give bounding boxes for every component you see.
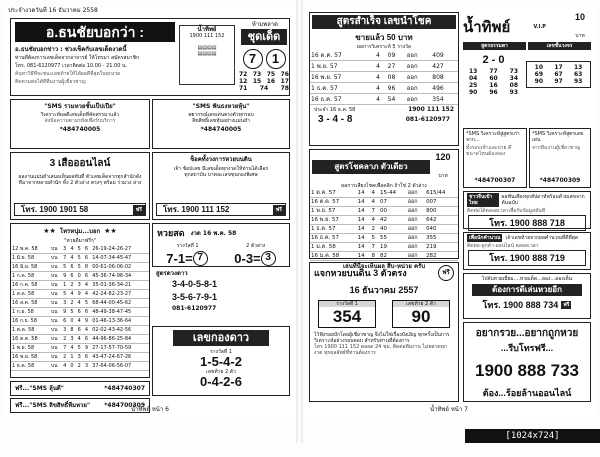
- table-cell: 14: [357, 243, 371, 252]
- table-cell: 3: [62, 299, 69, 308]
- grid-number: 69: [534, 70, 543, 78]
- grid-number: 63: [573, 70, 583, 78]
- table-cell: 6: [84, 335, 91, 344]
- table-cell: 007: [425, 198, 458, 207]
- brand-text: อ.ธนชัยบอกข่าว : ช่วงเช็คกับเลขเด็ดงวดนี้: [15, 46, 127, 53]
- grid-number: 17: [554, 63, 563, 71]
- table-cell: ออก: [407, 189, 425, 198]
- table-cell: 09: [387, 50, 406, 61]
- table-cell: 4: [375, 83, 387, 94]
- table-cell: 4: [69, 245, 76, 254]
- table-cell: 8: [371, 252, 379, 261]
- table-cell: บน: [50, 299, 62, 308]
- table-cell: 4: [371, 198, 379, 207]
- table-row: [11, 299, 149, 308]
- table-cell: บน: [50, 245, 62, 254]
- online-ad: 3 เสือออนไลน์ ผลงานแม่นยำเสมอเห็นผลทันที่ ตัวเลขเด็ดจากทุกสำนักดัง ที่มาจากหลายสำนัก ทั้ง 2 ตัวล่าง ตรงๆ พร้อม ร่วมวง ล่าง โทร. 1900 1901 58 ฟรี: [10, 152, 150, 220]
- table-cell: 16 ก.ย. 58: [11, 317, 50, 326]
- num-grid: 72 73 75 76 12 15 16 17 71 74 78: [239, 71, 289, 92]
- big-phone: 1900 888 733: [475, 361, 579, 380]
- table-cell: 1 ธ.ค. 57: [310, 83, 375, 94]
- table-cell: 37-64-06-56-07: [91, 362, 149, 371]
- table-cell: 9: [62, 272, 69, 281]
- table-cell: 4: [84, 326, 91, 335]
- table-cell: 14-07-34-45-47: [91, 254, 149, 263]
- table-cell: 44-96-86-25-84: [91, 335, 149, 344]
- share-phone-row: โทร. 1900 111 152 ฟรี: [156, 203, 286, 216]
- table-cell: 5: [69, 308, 76, 317]
- grid-number: 04: [468, 75, 478, 82]
- lotto-box: แจกหวยบนดิน 3 ตัวตรง ฟรี 16 ธันวาคม 2557 รางวัลที่ 1 354 เลขท้าย 2 ตัว 90 ไว้ฟังรอยปักโดยผู้เชี่ยวชาญ จึงไม่ใช่เรื่องบังเอิญ ทุกครั้งเป็นการวิเคราะห์อย่างรอบคอบ สำหรับท่านที่ต้องการ โทร 1900 111 152 ตลอด 24 ชม. ติดต่อทีมงาน ไม่พลาดทุกงวด ทุกผลลัพธ์ที่ท่านต้องการ: [309, 262, 459, 402]
- mini-ad: น้ำทิพย์ 1900 111 152 ▤▤▤▤ ▤▤▤▤: [179, 25, 235, 85]
- table-cell: 6: [84, 254, 91, 263]
- table-cell: ออก: [407, 207, 425, 216]
- grid-number: 97: [554, 77, 563, 85]
- table-cell: ออก: [407, 216, 425, 225]
- tag-small: ห้ามพลาด: [251, 21, 279, 28]
- grid-row: [463, 82, 524, 89]
- table-cell: 40: [379, 225, 407, 234]
- table-cell: ออก: [406, 61, 431, 72]
- table-cell: 35-01-36-34-21: [91, 281, 149, 290]
- left-header: [4, 6, 296, 16]
- table-cell: 4: [69, 254, 76, 263]
- table-row: [11, 353, 149, 362]
- vip-grid-2: [529, 64, 588, 85]
- table-row: [310, 252, 458, 261]
- table-cell: 615/44: [425, 189, 458, 198]
- table-row: [310, 198, 458, 207]
- table-row: [310, 225, 458, 234]
- table-cell: ออก: [407, 225, 425, 234]
- table-cell: 14: [357, 234, 371, 243]
- right-page: [303, 6, 595, 418]
- grid-number: 77: [489, 68, 498, 75]
- table-cell: 16 พ.ย. 58: [11, 353, 50, 362]
- table-cell: 800: [425, 207, 458, 216]
- table-row: [310, 83, 458, 94]
- table-cell: 219: [425, 243, 458, 252]
- table-cell: 8: [69, 326, 76, 335]
- table-cell: 0: [69, 317, 76, 326]
- table-row: [310, 189, 458, 198]
- table-row: [11, 290, 149, 299]
- table-row: [11, 317, 149, 326]
- table-cell: 496: [431, 83, 458, 94]
- table-cell: 16 ต.ค. 58: [11, 335, 50, 344]
- grid-number: 90: [468, 89, 478, 96]
- circle-numbers: 7 1: [241, 49, 287, 69]
- grid-number: 93: [573, 77, 583, 85]
- table-cell: 7: [371, 243, 379, 252]
- grid-row: [529, 64, 588, 71]
- table-cell: บน: [50, 362, 62, 371]
- star-banner-box: เลขกองดาว รางวัลที่ 1 1-5-4-2 เลขท้าย 2 ตัว 0-4-2-6: [152, 326, 290, 396]
- table-cell: 27-17-57-70-59: [91, 344, 149, 353]
- table-cell: 3: [69, 335, 76, 344]
- table-cell: 1 พ.ย. 57: [310, 207, 357, 216]
- table-cell: 16 ก.ค. 58: [11, 281, 50, 290]
- trio-title: ★★ โทรหนุ่ม...บอก ★★: [43, 227, 117, 235]
- table-cell: 5: [77, 263, 84, 272]
- table-cell: 4: [375, 72, 387, 83]
- sms-right: *SMS วิเคราะห์สูตรเลขเด่น จากทีมงานผู้เชี่ยวชาญ *484700309: [529, 128, 591, 188]
- table-cell: 45-36-74-96-34: [91, 272, 149, 281]
- table-row: [310, 94, 458, 105]
- table-cell: บน: [50, 353, 62, 362]
- table-cell: บน: [50, 254, 62, 263]
- grid-row: [463, 75, 524, 82]
- table-cell: 9: [84, 344, 91, 353]
- table-cell: 9: [77, 290, 84, 299]
- table-cell: 2: [62, 335, 69, 344]
- table-cell: 1 ก.ย. 58: [11, 308, 50, 317]
- formula-table: [310, 50, 458, 105]
- table-cell: 14: [357, 198, 371, 207]
- table-cell: 1 ธ.ค. 58: [11, 362, 50, 371]
- tip-box: หวยสด งวด 16 พ.ค. 58 รางวัลที่ 1 2 ตัวล่าง 7-1 = 7 0-3 = 3: [152, 223, 290, 267]
- table-cell: 5: [371, 234, 379, 243]
- small-ad-1: ฟรี..."SMS ลุ้นดี" *484740307: [10, 381, 150, 396]
- grid-row: [529, 78, 588, 85]
- table-cell: 00-61-06-06-02: [91, 263, 149, 272]
- grid-row: [529, 71, 588, 78]
- table-cell: 6: [84, 308, 91, 317]
- online-banner: 3 เสือออนไลน์: [49, 158, 111, 169]
- grid-number: 96: [489, 89, 498, 96]
- table-cell: 3: [77, 353, 84, 362]
- table-cell: 3: [62, 326, 69, 335]
- table-cell: 5: [84, 299, 91, 308]
- logo: น้ำทิพย์: [463, 18, 511, 36]
- table-cell: 2: [77, 362, 84, 371]
- table-cell: 96: [387, 83, 406, 94]
- table-cell: 808: [431, 72, 458, 83]
- table-cell: 14: [357, 189, 371, 198]
- ad-calc: เพื่อนักคำนวณ เจ้าเลขท้ายจากผลคำนวณที่ดีที่สุด ติดต่อ-ลูกค้า-ออนไลน์ ตลอดเวลา โทร. 1900 888 719: [463, 232, 591, 270]
- table-cell: 19: [379, 243, 407, 252]
- table-cell: 5: [77, 254, 84, 263]
- grid-number: 25: [468, 82, 478, 89]
- table-cell: 7: [62, 254, 69, 263]
- table-cell: 7: [62, 344, 69, 353]
- table-cell: 55: [379, 234, 407, 243]
- table-cell: ออก: [407, 252, 425, 261]
- grid-number: 67: [554, 70, 563, 78]
- table-cell: บน: [50, 308, 62, 317]
- table-cell: 1 ต.ค. 58: [11, 326, 50, 335]
- table-cell: 6: [84, 245, 91, 254]
- table-cell: 355: [425, 234, 458, 243]
- table-cell: 354: [431, 94, 458, 105]
- table-cell: 01-46-13-36-64: [91, 317, 149, 326]
- table-row: [11, 281, 149, 290]
- table-row: [310, 72, 458, 83]
- table-cell: 5: [77, 344, 84, 353]
- table-cell: 2: [371, 225, 379, 234]
- grid-number: 16: [489, 82, 498, 89]
- table-cell: 4: [371, 216, 379, 225]
- table-cell: 42-24-82-23-27: [91, 290, 149, 299]
- table-row: [11, 326, 149, 335]
- table-cell: 4: [375, 50, 387, 61]
- table-cell: 4: [375, 94, 387, 105]
- table-cell: 4: [84, 281, 91, 290]
- table-row: [11, 308, 149, 317]
- table-cell: 9: [62, 308, 69, 317]
- table-row: [310, 243, 458, 252]
- table-cell: 409: [431, 50, 458, 61]
- table-cell: 3: [62, 245, 69, 254]
- table-cell: บน: [50, 281, 62, 290]
- table-cell: 5: [77, 245, 84, 254]
- table-row: [310, 207, 458, 216]
- grid-number: 13: [573, 63, 583, 71]
- table-row: [310, 216, 458, 225]
- tag-big: ชุดเด็ด: [241, 29, 287, 45]
- table-cell: บน: [50, 335, 62, 344]
- table-cell: 42: [379, 216, 407, 225]
- online-phone-row: โทร. 1900 1901 58 ฟรี: [14, 203, 146, 216]
- left-page: [4, 6, 296, 418]
- table-cell: 8: [84, 263, 91, 272]
- table-cell: 282: [425, 252, 458, 261]
- table-cell: 68-44-00-45-62: [91, 299, 149, 308]
- table-cell: 27: [387, 61, 406, 72]
- table-cell: 4: [84, 290, 91, 299]
- vip-box: น้ำทิพย์ V.I.P 10 บาท สูตรธรรมดา เลขชั้นวงจร 2 - 0 13 77 73 04 60 34 25 16 08 90 96 93 10 17 13 69 67 63 90 97 93: [463, 12, 591, 146]
- table-cell: 642: [425, 216, 458, 225]
- table-cell: 1 ม.ค. 58: [310, 243, 357, 252]
- brand-box: อ.ธนชัยบอกว่า : อ.ธนชัยบอกข่าว : ช่วงเช็คกับเลขเด็ดงวดนี้ ท่านที่ต้องการเลขเด็ดจากอาจารย์ ให้โทรมา สมัครสมาชิก โทร. 081-6120977 เวลาติดต่อ 10.00 - 21.00 น. ค้นหาวิธีที่จะชนะเลขท้ายให้ได้ผลดีที่สุดในทุกงวด ติดตามต่อได้ที่ทีมงานผู้เชี่ยวชาญ ห้ามพลาด ชุดเด็ด น้ำทิพย์ 1900 111 152 ▤▤▤▤ ▤▤▤▤ 7 1 72 73 75 76 12 15 16 17 71 74 78: [10, 18, 290, 96]
- table-cell: 16 พ.ย. 57: [310, 72, 375, 83]
- table-cell: 26-19-24-26-27: [91, 245, 149, 254]
- table-cell: 15-44: [379, 189, 407, 198]
- star-formula: สูตรดวงดาว 3-4-0-5-8-1 3-5-6-7-9-1 081-6120977: [156, 270, 218, 312]
- table-cell: บน: [50, 272, 62, 281]
- ad-chinese: ชาวจีนเข้าไทย ผลฟันเสียงทุกสัปดาห์พร้อมด้วยเลขจากต้นฉบับ ติดต่อได้ตลอดเวลาเพื่อรับข้อมูลทันที โทร. 1900 888 718: [463, 191, 591, 229]
- table-cell: 1 ส.ค. 58: [11, 290, 50, 299]
- vip-grid: [463, 68, 524, 96]
- table-cell: 54: [387, 94, 406, 105]
- table-cell: 6: [69, 272, 76, 281]
- table-cell: 040: [425, 225, 458, 234]
- table-cell: 16 ม.ค. 58: [310, 252, 357, 261]
- grid-number: 73: [509, 68, 518, 75]
- history-box: ★★ โทรหนุ่ม...บอก ★★ "หวยดีมาฟรีๆ" 12 พ.ค. 58 บน 3 4 5 6 26-19-24-26-27 1 มิ.ย. 58 บน 7 4 5 6 14-07-34-45-47 16 มิ.ย. 58 บน 5 6 5 8 00-61-06-06-02 1 ก.ค. 58 บน 9 6 0 6 45-36-74-96-34 16 ก.ค. 58 บน 1 2 3 4 35-01-36-34-21 1 ส.ค. 58 บน 5 4 9 4 42-24-82-23-27 16 ส.ค. 58 บน 3 2 4 5 68-44-00-45-62 1 ก.ย. 58 บน 9 5 6 6 48-49-38-47-45 16 ก.ย. 58 บน 6 0 4 9 01-46-13-36-64 1 ต.ค. 58 บน 3 8 6 4 02-02-43-42-56 16 ต.ค. 58 บน 2 3 4 6 44-96-86-25-84 1 พ.ย. 58 บน 7 4 5 9 27-17-57-70-59 16 พ.ย. 58 บน 2 1 3 6 43-47-24-67-26 1 ธ.ค. 58 บน 4 0 2 3 37-64-06-56-07: [10, 223, 150, 378]
- table-cell: 4: [77, 299, 84, 308]
- table-cell: 16 ธ.ค. 57: [310, 234, 357, 243]
- table-cell: 4: [62, 362, 69, 371]
- table-row: [310, 234, 458, 243]
- table-row: [11, 263, 149, 272]
- watermark: [1024x724] https://upic.me/: [465, 429, 600, 443]
- table-cell: ออก: [406, 83, 431, 94]
- table-cell: 1 มิ.ย. 58: [11, 254, 50, 263]
- table-row: [11, 245, 149, 254]
- table-cell: บน: [50, 344, 62, 353]
- big-phone-ad: อยากรวย...อยากถูกหวย ...รีบโทรฟรี... 1900 888 733 ต้อง...ร้อยล้านออนไลน์: [463, 322, 591, 402]
- table-cell: 16 พ.ย. 57: [310, 216, 357, 225]
- luck-box: สูตรโชคลาภ ตัวเดียว 120 บาท ผลการเสี่ยงโชคเพื่อคลิก ถ้าใช่ 2 ตัวล่าง 1 ต.ค. 57 14 4 15-44 ออก 615/44 16 ต.ค. 57 14 4 07 ออก 007 1 พ.ย. 57 14 7 00 ออก 800 16 พ.ย. 57 14 4 42 ออก 642 1 ธ.ค. 57 14 2 40 ออก 040 16 ธ.ค. 57 14 5 55 ออก 355 1 ม.ค. 58 14 7 19 ออก 219 16 ม.ค. 58 14 8 82 ออก 282 เล่นที่นี่จะเห็นผล สืบ-หน่วย ครับ: [309, 149, 459, 259]
- sms-ad-2: "SMS ฟันธงหวยหุ้น" พยากรณ์เลขเด่นตรงตัวทุกรอบ ลิขสิทธิ์เลขหุ้นอย่างแม่นยำ *484740005: [152, 99, 290, 149]
- grid-number: 60: [489, 75, 498, 82]
- small-ad-2: ฟรี..."SMS ลิขสิทธิ์ทีมหวย" *484700309: [10, 398, 150, 413]
- table-cell: ออก: [407, 243, 425, 252]
- table-cell: 1 ก.ค. 58: [11, 272, 50, 281]
- table-cell: 4: [77, 317, 84, 326]
- table-cell: 9: [84, 317, 91, 326]
- formula-box: สูตรสำเร็จ เลขนำโชค ขายแล้ว 50 บาท ผลการวิเคราะห์ 5 รางวัล 16 ต.ค. 57 4 09 ออก 409 1 พ.ย. 57 4 27 ออก 427 16 พ.ย. 57 4 08 ออก 808 1 ธ.ค. 57 4 96 ออก 496 16 ธ.ค. 57 4 54 ออก 354 ประจำ 16 ธ.ค. 58 1900 111 152 3 - 4 - 8 081-6120977: [309, 12, 459, 146]
- table-cell: 0: [77, 272, 84, 281]
- table-cell: 14: [357, 252, 371, 261]
- table-cell: 3: [84, 362, 91, 371]
- grid-row: [463, 89, 524, 96]
- table-cell: 14: [357, 216, 371, 225]
- table-cell: 4: [375, 61, 387, 72]
- table-cell: 5: [62, 290, 69, 299]
- table-cell: 00: [379, 207, 407, 216]
- sms-ad-1: "SMS รวมหวยชั้นเป๊ปเปีย" วิเคราะห์ผลดีเลขเด็ดที่คัดสรรมาแล้ว ส่งข้อความตามรหัสเพื่อรับบริการ *484740005: [10, 99, 150, 149]
- table-cell: 07: [379, 198, 407, 207]
- table-cell: 02-02-43-42-56: [91, 326, 149, 335]
- grid-number: 08: [509, 82, 518, 89]
- table-cell: บน: [50, 290, 62, 299]
- page-gutter: [296, 0, 303, 443]
- table-cell: 4: [69, 290, 76, 299]
- ad-play: ไปจับหวยเยี่ยม....หวยเด็ด...ลอง...ลองเห็น ต้องการดีเล่นหวยอีก โทร. 1900 888 734 ฟรี: [463, 273, 591, 319]
- grid-number: 93: [509, 89, 518, 96]
- table-cell: 6: [84, 272, 91, 281]
- table-cell: 1 พ.ย. 58: [11, 344, 50, 353]
- sms-left: *SMS วิเคราะห์สู่สูตรเก่าจาก... ทั้งรอบเช้าและบ่าย ดีขนาดไหนต้องลอง *484700307: [463, 128, 527, 188]
- table-cell: 2: [62, 353, 69, 362]
- table-cell: บน: [50, 326, 62, 335]
- table-cell: 14: [357, 207, 371, 216]
- table-row: [310, 61, 458, 72]
- table-cell: 1: [69, 353, 76, 362]
- grid-row: [463, 68, 524, 75]
- table-cell: 5: [62, 263, 69, 272]
- table-cell: 2: [69, 281, 76, 290]
- luck-table: [310, 189, 458, 261]
- table-cell: 16 ธ.ค. 57: [310, 94, 375, 105]
- table-cell: 1 พ.ย. 57: [310, 61, 375, 72]
- table-cell: 16 ต.ค. 57: [310, 50, 375, 61]
- history-table: [11, 245, 149, 371]
- table-cell: 16 ต.ค. 57: [310, 198, 357, 207]
- table-cell: 0: [69, 362, 76, 371]
- table-cell: ออก: [406, 72, 431, 83]
- table-cell: ออก: [407, 234, 425, 243]
- table-cell: 7: [371, 207, 379, 216]
- table-cell: ออก: [406, 50, 431, 61]
- grid-number: 90: [534, 77, 543, 85]
- table-cell: 4: [77, 335, 84, 344]
- table-cell: 08: [387, 72, 406, 83]
- grid-number: 34: [509, 75, 518, 82]
- table-cell: 2: [69, 299, 76, 308]
- table-cell: 427: [431, 61, 458, 72]
- table-row: [310, 50, 458, 61]
- table-cell: บน: [50, 263, 62, 272]
- table-cell: 82: [379, 252, 407, 261]
- grid-number: 13: [468, 68, 478, 75]
- table-cell: ออก: [406, 94, 431, 105]
- left-footer: น้ำทิพย์ หน้า 6: [131, 406, 169, 413]
- table-cell: 6: [77, 326, 84, 335]
- table-cell: 4: [371, 189, 379, 198]
- table-cell: 16 ส.ค. 58: [11, 299, 50, 308]
- table-cell: บน: [50, 317, 62, 326]
- table-row: [11, 272, 149, 281]
- table-cell: 1 ต.ค. 57: [310, 189, 357, 198]
- table-cell: 1: [62, 281, 69, 290]
- grid-number: 10: [534, 63, 543, 71]
- table-row: [11, 254, 149, 263]
- table-cell: 16 มิ.ย. 58: [11, 263, 50, 272]
- table-cell: 6: [69, 263, 76, 272]
- table-cell: 6: [77, 308, 84, 317]
- right-footer: น้ำทิพย์ หน้า 7: [430, 406, 468, 413]
- table-cell: 12 พ.ค. 58: [11, 245, 50, 254]
- table-row: [11, 362, 149, 371]
- table-row: [11, 335, 149, 344]
- table-cell: 1 ธ.ค. 57: [310, 225, 357, 234]
- table-cell: 43-47-24-67-26: [91, 353, 149, 362]
- table-cell: 3: [77, 281, 84, 290]
- table-cell: 6: [84, 353, 91, 362]
- table-cell: 4: [69, 344, 76, 353]
- header-date: ประจำงวดวันที่ 16 ธันวาคม 2558: [8, 7, 98, 14]
- table-cell: ออก: [407, 198, 425, 207]
- brand-banner: อ.ธนชัยบอกว่า :: [15, 22, 175, 42]
- share-ad: ช็อคทั้งวงการหวยบนดิน เจ้า ช้อปเลข มีเลขเด็ดทุกงวดให้ท่านได้เลือก ทุกสถาบัน บาทละเลขขุนกองพิเศษ โทร. 1900 111 152 ฟรี: [152, 152, 290, 220]
- table-cell: 6: [62, 317, 69, 326]
- table-cell: 14: [357, 225, 371, 234]
- table-cell: 48-49-38-47-45: [91, 308, 149, 317]
- table-row: [11, 344, 149, 353]
